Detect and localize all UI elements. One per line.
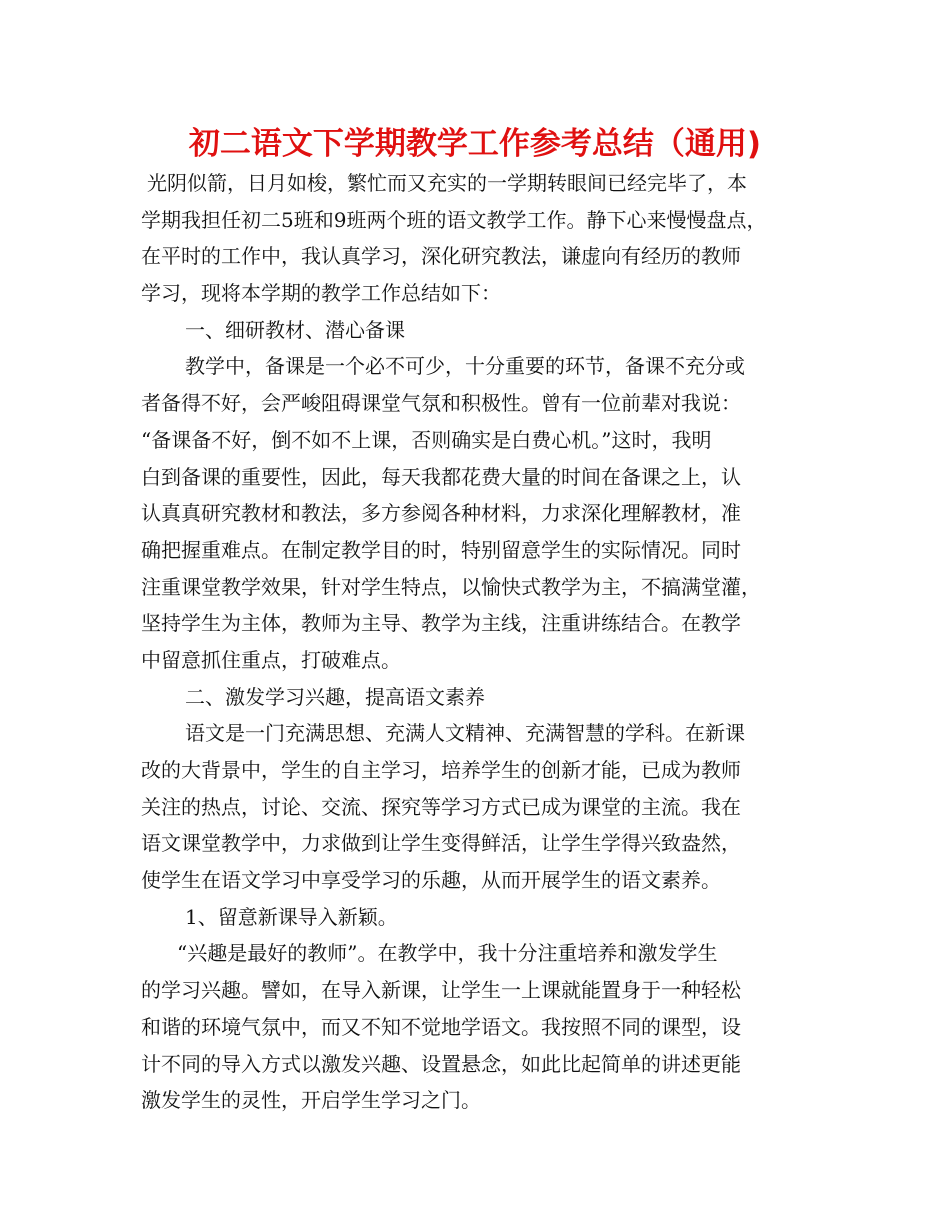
text-line: 关注的热点，讨论、交流、探究等学习方式已成为课堂的主流。我在 bbox=[141, 794, 741, 819]
text-line: “兴趣是最好的教师”。在教学中，我十分注重培养和激发学生 bbox=[177, 941, 718, 966]
text-line: 学习，现将本学期的教学工作总结如下： bbox=[141, 281, 501, 306]
text-line: 光阴似箭，日月如梭，繁忙而又充实的一学期转眼间已经完毕了，本 bbox=[147, 171, 747, 195]
subsection-heading: 1、留意新课导入新颖。 bbox=[185, 904, 398, 929]
text-line: 学期我担任初二5班和9班两个班的语文教学工作。静下心来慢慢盘点， bbox=[141, 207, 767, 232]
text-line: 中留意抓住重点，打破难点。 bbox=[141, 647, 401, 672]
text-line: 使学生在语文学习中享受学习的乐趣，从而开展学生的语文素养。 bbox=[141, 868, 721, 893]
document-body bbox=[141, 165, 821, 1119]
text-line: 注重课堂教学效果，针对学生特点，以愉快式教学为主，不搞满堂灌， bbox=[141, 574, 761, 599]
text-line: 的学习兴趣。譬如，在导入新课，让学生一上课就能置身于一种轻松 bbox=[141, 978, 741, 1003]
section-heading: 二、激发学习兴趣，提高语文素养 bbox=[185, 684, 485, 709]
text-line: 语文课堂教学中，力求做到让学生变得鲜活，让学生学得兴致盎然， bbox=[141, 831, 741, 856]
text-line: 坚持学生为主体，教师为主导、教学为主线，注重讲练结合。在教学 bbox=[141, 611, 741, 636]
text-line: 计不同的导入方式以激发兴趣、设置悬念，如此比起简单的讲述更能 bbox=[141, 1051, 741, 1076]
text-line: 改的大背景中，学生的自主学习，培养学生的创新才能，已成为教师 bbox=[141, 758, 741, 782]
text-line: 激发学生的灵性，开启学生学习之门。 bbox=[141, 1088, 481, 1113]
text-line: 确把握重难点。在制定教学目的时，特别留意学生的实际情况。同时 bbox=[141, 537, 741, 562]
document-title: 初二语文下学期教学工作参考总结（通用) bbox=[188, 126, 762, 162]
text-line: 者备得不好，会严峻阻碍课堂气氛和积极性。曾有一位前辈对我说： bbox=[141, 391, 741, 416]
text-line: 教学中，备课是一个必不可少，十分重要的环节，备课不充分或 bbox=[185, 354, 745, 379]
text-line: “备课备不好，倒不如不上课，否则确实是白费心机。”这时，我明 bbox=[141, 427, 712, 452]
text-line: 白到备课的重要性，因此，每天我都花费大量的时间在备课之上，认 bbox=[141, 464, 741, 489]
text-line: 认真真研究教材和教法，多方参阅各种材料，力求深化理解教材，准 bbox=[141, 501, 741, 526]
text-line: 语文是一门充满思想、充满人文精神、充满智慧的学科。在新课 bbox=[185, 721, 745, 746]
text-line: 在平时的工作中，我认真学习，深化研究教法，谦虚向有经历的教师 bbox=[141, 244, 741, 269]
text-line: 和谐的环境气氛中，而又不知不觉地学语文。我按照不同的课型，设 bbox=[141, 1014, 741, 1039]
section-heading: 一、细研教材、潜心备课 bbox=[185, 317, 405, 342]
